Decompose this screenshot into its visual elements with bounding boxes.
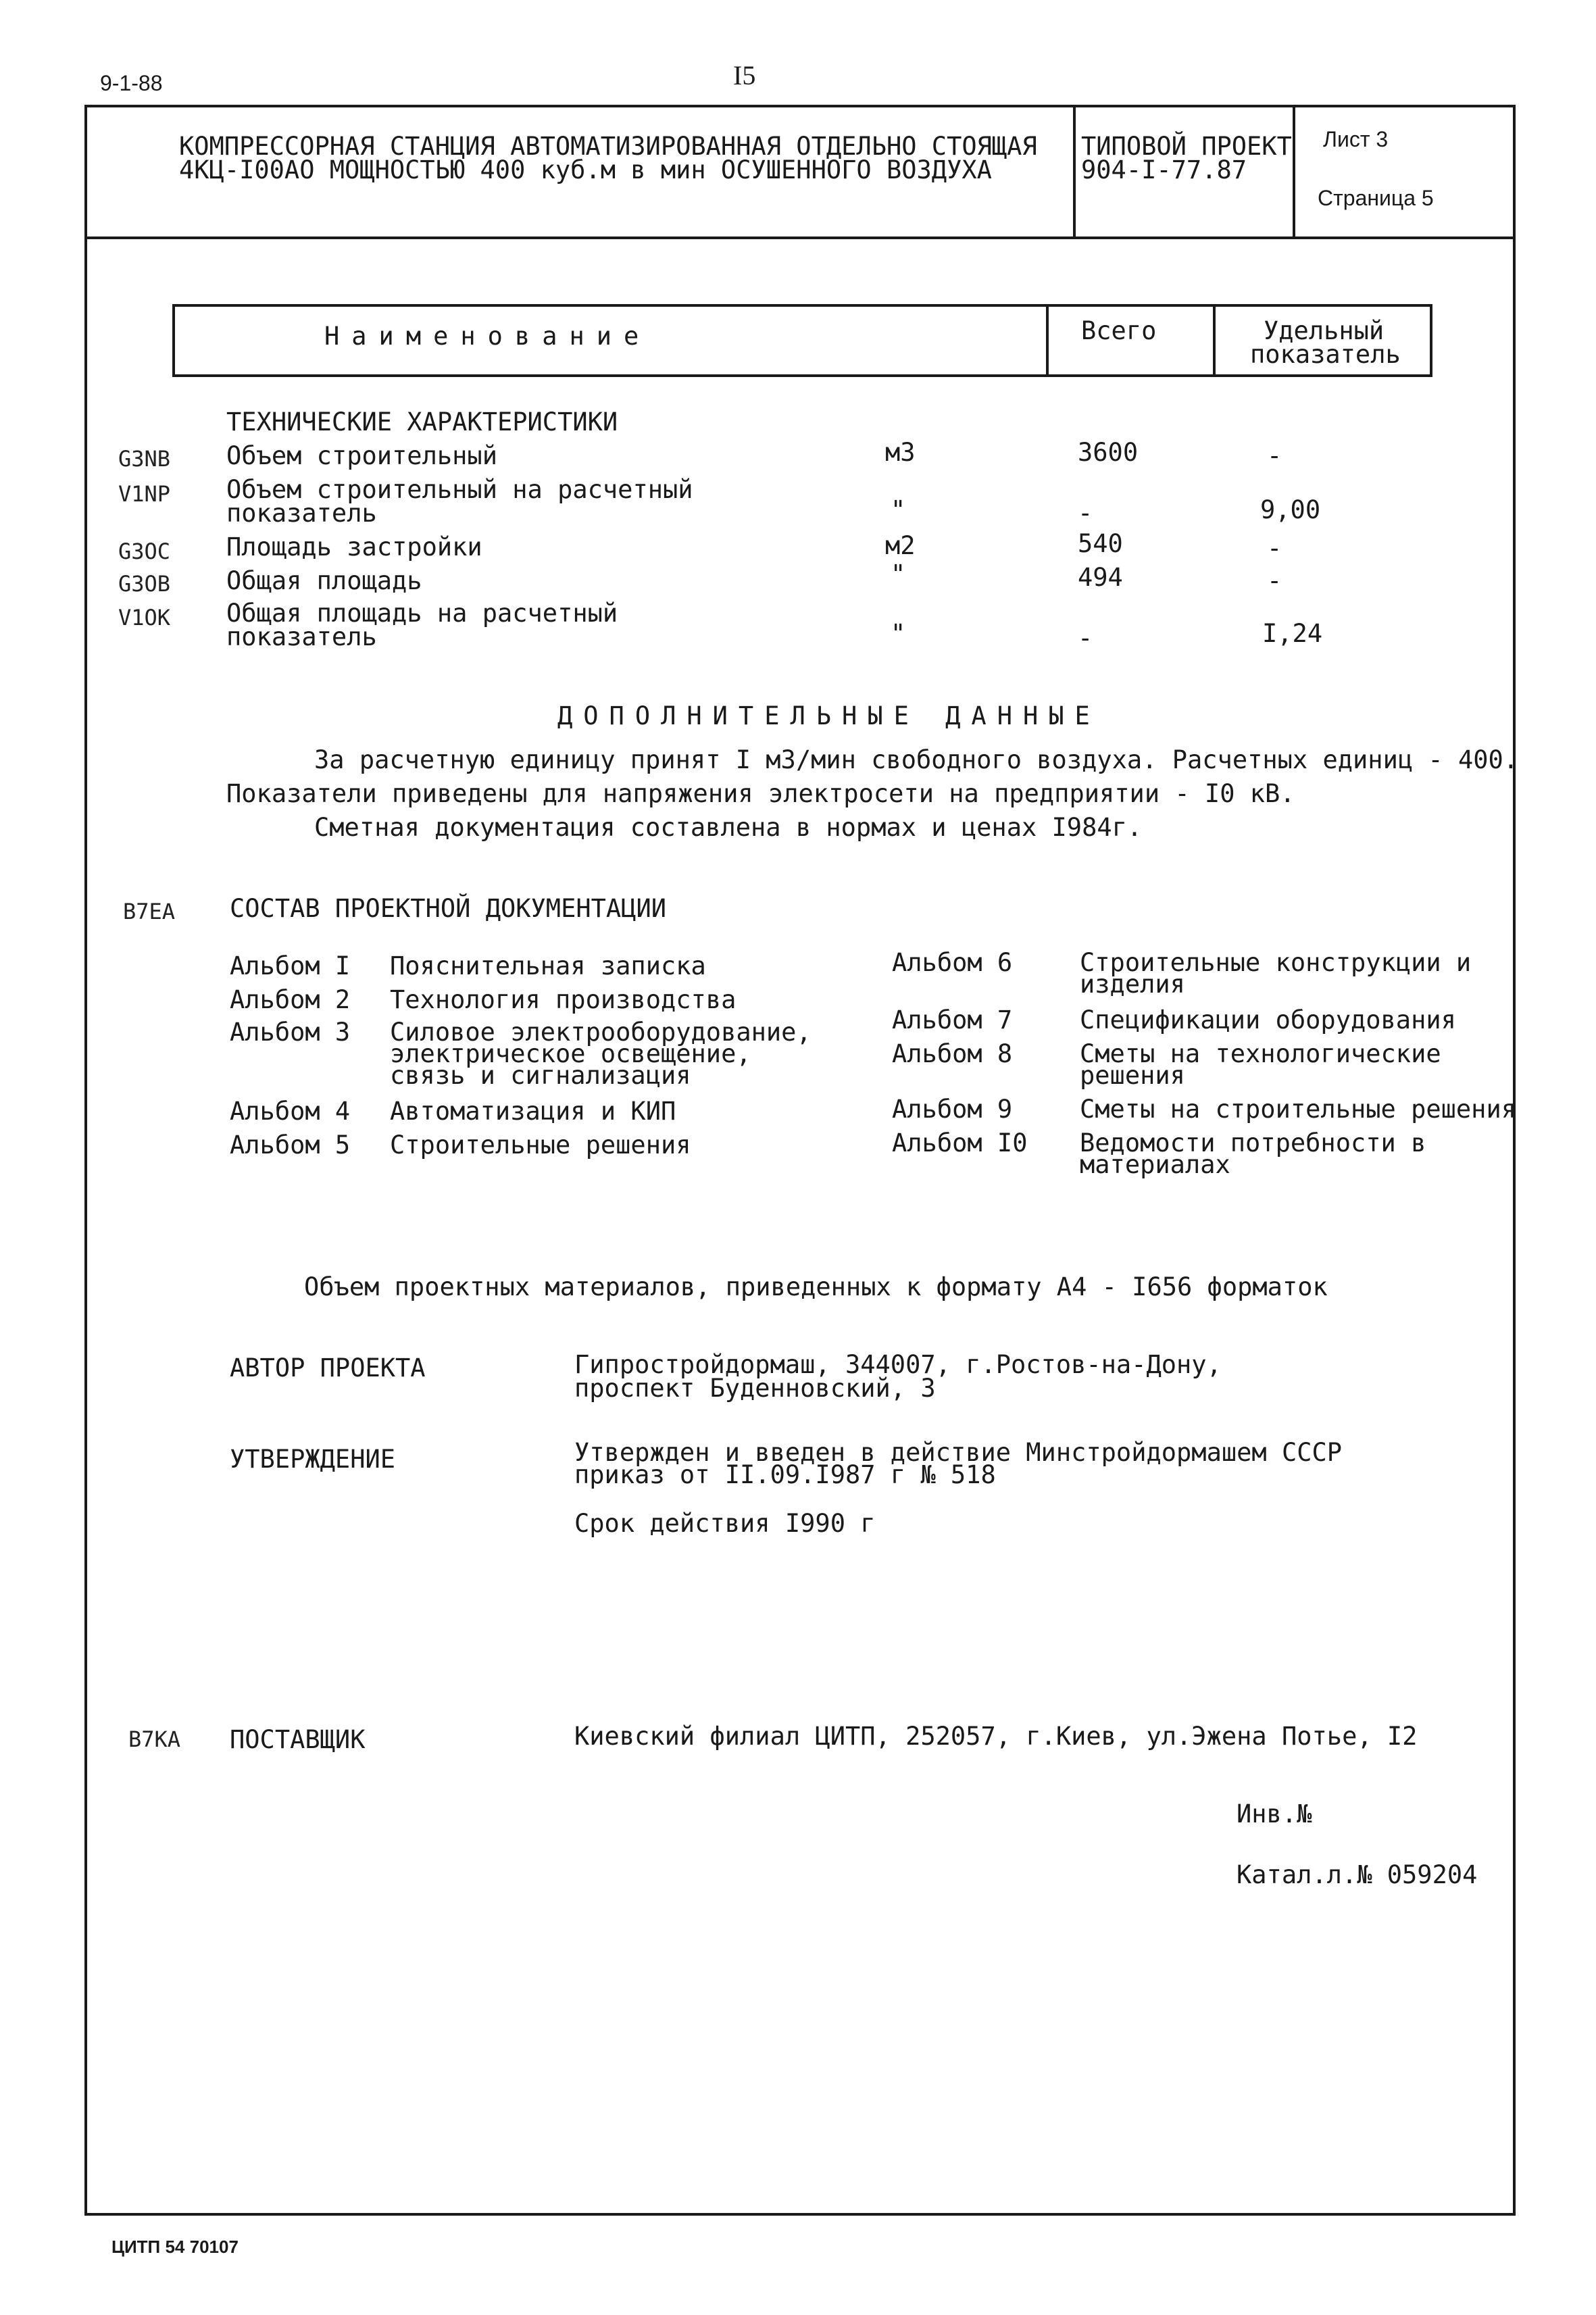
album-label: Альбом 9 [892, 1095, 1013, 1124]
row-unit: м3 [885, 438, 916, 467]
album-label: Альбом 7 [892, 1005, 1013, 1035]
catalog-number: Катал.л.№ 059204 [1237, 1860, 1478, 1889]
sheet-number: Лист 3 [1323, 127, 1389, 151]
row-total: 540 [1078, 529, 1123, 558]
inventory-number: Инв.№ [1237, 1799, 1312, 1828]
row-name: Общая площадь [226, 566, 422, 595]
approval-line2: приказ от II.09.I987 г № 518 [574, 1460, 996, 1489]
row-name: Объем строительный [226, 441, 497, 470]
table-header-divider-1 [1046, 304, 1049, 377]
author-line2: проспект Буденновский, 3 [574, 1374, 936, 1403]
row-unit: " [891, 619, 906, 648]
row-total: - [1078, 624, 1093, 653]
row-code: V1NP [118, 481, 171, 507]
row-code: G3NB [118, 446, 171, 472]
extra-line2: Показатели приведены для напряжения электросети на предприятии - I0 кВ. [226, 779, 1295, 808]
album-label: Альбом 2 [230, 985, 351, 1014]
supplier-value: Киевский филиал ЦИТП, 252057, г.Киев, ул.Эжена Потье, I2 [574, 1722, 1418, 1751]
row-total: 3600 [1078, 438, 1139, 467]
table-header-divider-2 [1213, 304, 1216, 377]
col-specific-header-line2: показатель [1250, 340, 1401, 369]
album-label: Альбом 5 [230, 1130, 351, 1160]
row-name-cont: показатель [226, 499, 377, 528]
album-desc: электрическое освещение, [390, 1039, 751, 1068]
row-code: V1OK [118, 605, 171, 630]
volume-line: Объем проектных материалов, приведенных к формату А4 - I656 форматок [304, 1272, 1328, 1301]
header-title-line1: КОМПРЕССОРНАЯ СТАНЦИЯ АВТОМАТИЗИРОВАННАЯ ОТДЕЛЬНО СТОЯЩАЯ [179, 132, 1037, 161]
album-desc: Ведомости потребности в [1080, 1128, 1426, 1158]
row-specific: I,24 [1262, 619, 1323, 648]
author-line1: Гипростройдормаш, 344007, г.Ростов-на-Дону, [574, 1350, 1222, 1379]
row-total: 494 [1078, 563, 1123, 592]
col-specific-header-line1: Удельный [1264, 316, 1385, 345]
album-label: Альбом 4 [230, 1097, 351, 1126]
row-total: - [1078, 499, 1093, 528]
album-desc: Сметы на строительные решения [1080, 1095, 1517, 1124]
bottom-stamp: ЦИТП 54 70107 [111, 2237, 239, 2257]
col-name-header: Наименование [324, 322, 651, 351]
project-number: 904-I-77.87 [1081, 155, 1247, 184]
tech-title: ТЕХНИЧЕСКИЕ ХАРАКТЕРИСТИКИ [226, 407, 618, 437]
album-desc: Пояснительная записка [390, 951, 706, 980]
composition-title: СОСТАВ ПРОЕКТНОЙ ДОКУМЕНТАЦИИ [230, 894, 667, 923]
album-desc: Строительные конструкции и [1080, 948, 1472, 977]
page-label: Страница 5 [1318, 186, 1434, 210]
row-specific: - [1267, 566, 1282, 595]
album-label: Альбом 3 [230, 1018, 351, 1047]
corner-code: 9-1-88 [100, 71, 163, 95]
supplier-code: B7KA [128, 1726, 181, 1752]
row-unit: " [891, 559, 906, 589]
composition-code: B7EA [123, 899, 176, 924]
row-unit: " [891, 495, 906, 524]
album-desc: решения [1080, 1061, 1185, 1090]
author-label: АВТОР ПРОЕКТА [230, 1353, 426, 1383]
album-desc: материалах [1080, 1150, 1230, 1179]
header-title-line2: 4КЦ-I00AO МОЩНОСТЬЮ 400 куб.м в мин ОСУШЕННОГО ВОЗДУХА [179, 155, 992, 184]
row-specific: - [1267, 441, 1282, 470]
row-specific: - [1267, 534, 1282, 563]
row-specific: 9,00 [1260, 495, 1321, 524]
extra-title: ДОПОЛНИТЕЛЬНЫЕ ДАННЫЕ [557, 701, 1101, 730]
album-desc: Автоматизация и КИП [390, 1097, 676, 1126]
album-desc: связь и сигнализация [390, 1061, 691, 1090]
row-name: Объем строительный на расчетный [226, 475, 693, 504]
row-name: Общая площадь на расчетный [226, 599, 618, 628]
header-col-divider-2 [1293, 105, 1295, 238]
row-name: Площадь застройки [226, 532, 482, 562]
row-code: G3OC [118, 539, 171, 564]
album-label: Альбом I [230, 951, 351, 980]
row-code: G3OB [118, 571, 171, 597]
approval-line1: Утвержден и введен в действие Минстройдормашем СССР [574, 1438, 1343, 1467]
album-desc: Спецификации оборудования [1080, 1005, 1456, 1035]
album-label: Альбом 8 [892, 1039, 1013, 1068]
extra-line3: Сметная документация составлена в нормах и ценах I984г. [314, 813, 1143, 842]
col-total-header: Всего [1081, 316, 1157, 345]
album-desc: изделия [1080, 970, 1185, 999]
page-number: I5 [733, 60, 756, 91]
project-label: ТИПОВОЙ ПРОЕКТ [1081, 132, 1292, 161]
row-name-cont: показатель [226, 622, 377, 651]
album-desc: Технология производства [390, 985, 737, 1014]
header-col-divider-1 [1073, 105, 1076, 238]
header-divider [84, 237, 1516, 239]
approval-term: Срок действия I990 г [574, 1509, 876, 1538]
supplier-label: ПОСТАВЩИК [230, 1725, 366, 1754]
album-desc: Сметы на технологические [1080, 1039, 1441, 1068]
album-desc: Строительные решения [390, 1130, 691, 1160]
extra-line1: За расчетную единицу принят I м3/мин свободного воздуха. Расчетных единиц - 400. [314, 745, 1519, 774]
row-unit: м2 [885, 531, 916, 560]
album-desc: Силовое электрооборудование, [390, 1018, 812, 1047]
album-label: Альбом 6 [892, 948, 1013, 977]
album-label: Альбом I0 [892, 1128, 1028, 1158]
approval-label: УТВЕРЖДЕНИЕ [230, 1445, 396, 1474]
